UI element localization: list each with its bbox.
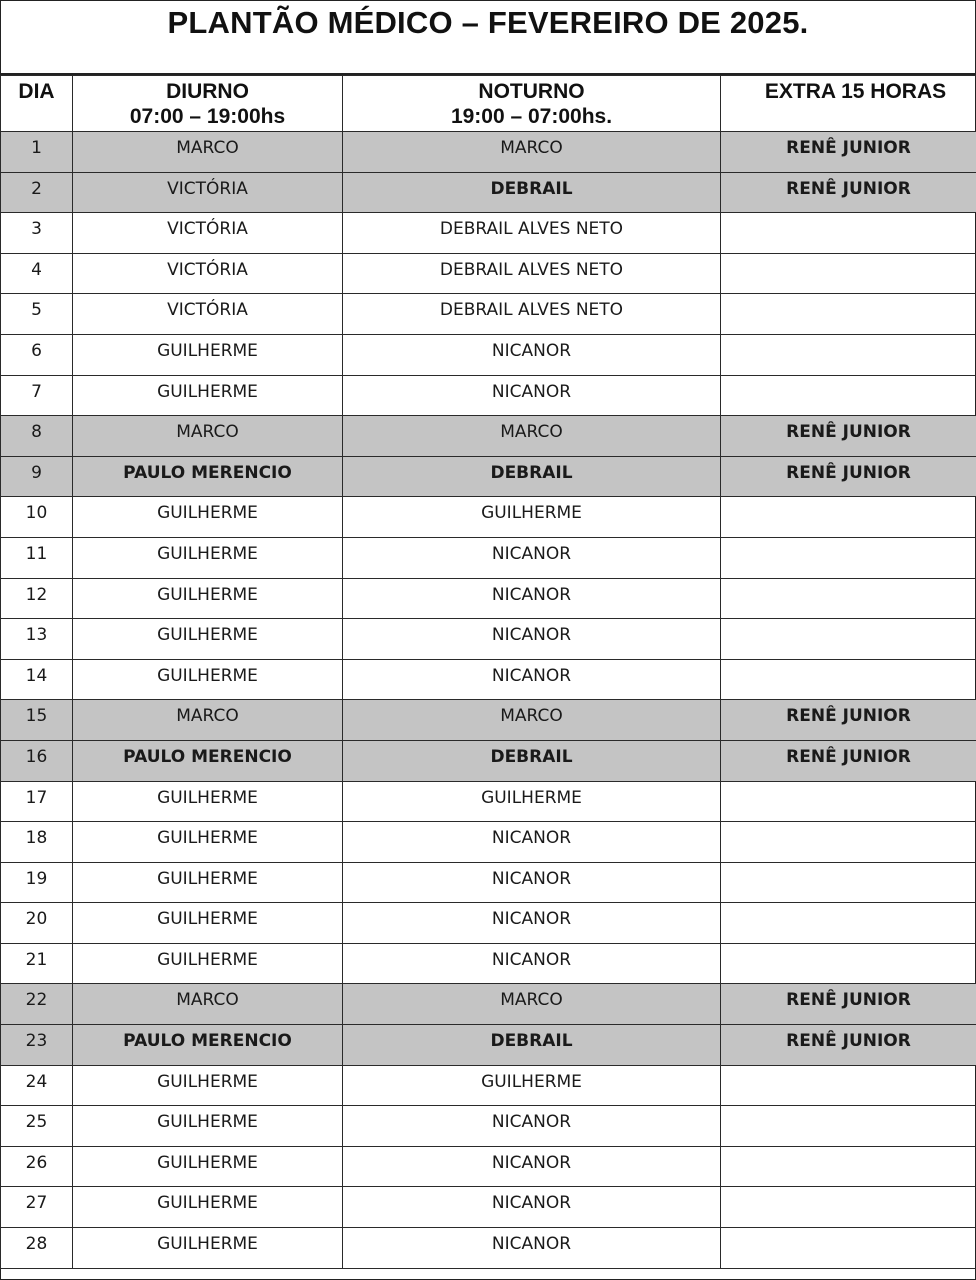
extra-cell: RENÊ JUNIOR	[721, 132, 976, 173]
day-cell: 15	[1, 700, 73, 741]
noturno-cell: GUILHERME	[343, 497, 721, 538]
diurno-cell: GUILHERME	[73, 497, 343, 538]
noturno-cell: NICANOR	[343, 943, 721, 984]
noturno-cell: DEBRAIL ALVES NETO	[343, 213, 721, 254]
diurno-cell: GUILHERME	[73, 822, 343, 863]
extra-cell	[721, 213, 976, 254]
noturno-cell: DEBRAIL ALVES NETO	[343, 253, 721, 294]
diurno-cell: GUILHERME	[73, 659, 343, 700]
table-row	[1, 903, 976, 944]
extra-cell	[721, 294, 976, 335]
table-row	[1, 132, 976, 173]
header-diurno-hours: 07:00 – 19:00hs	[129, 105, 286, 128]
table-row	[1, 334, 976, 375]
noturno-cell: NICANOR	[343, 619, 721, 660]
diurno-cell: GUILHERME	[73, 1106, 343, 1147]
noturno-cell: NICANOR	[343, 1187, 721, 1228]
header-noturno	[343, 76, 721, 132]
day-cell: 11	[1, 537, 73, 578]
table-row	[1, 497, 976, 538]
noturno-cell: NICANOR	[343, 862, 721, 903]
noturno-cell: NICANOR	[343, 903, 721, 944]
day-cell: 7	[1, 375, 73, 416]
header-day	[1, 76, 73, 132]
table-row	[1, 781, 976, 822]
extra-cell	[721, 537, 976, 578]
table-header	[1, 76, 976, 132]
diurno-cell: GUILHERME	[73, 334, 343, 375]
day-cell: 23	[1, 1025, 73, 1066]
table-row	[1, 578, 976, 619]
diurno-cell: MARCO	[73, 984, 343, 1025]
table-row	[1, 1187, 976, 1228]
day-cell: 5	[1, 294, 73, 335]
diurno-cell: VICTÓRIA	[73, 172, 343, 213]
extra-cell: RENÊ JUNIOR	[721, 740, 976, 781]
day-cell: 27	[1, 1187, 73, 1228]
extra-cell	[721, 1228, 976, 1269]
extra-cell	[721, 1065, 976, 1106]
table-row	[1, 1146, 976, 1187]
extra-cell: RENÊ JUNIOR	[721, 984, 976, 1025]
day-cell: 3	[1, 213, 73, 254]
table-row	[1, 700, 976, 741]
diurno-cell: VICTÓRIA	[73, 294, 343, 335]
extra-cell: RENÊ JUNIOR	[721, 172, 976, 213]
diurno-cell: PAULO MERENCIO	[73, 740, 343, 781]
day-cell: 22	[1, 984, 73, 1025]
extra-cell: RENÊ JUNIOR	[721, 416, 976, 457]
noturno-cell: DEBRAIL	[343, 456, 721, 497]
header-extra	[721, 76, 976, 132]
extra-cell	[721, 781, 976, 822]
day-cell: 2	[1, 172, 73, 213]
diurno-cell: GUILHERME	[73, 781, 343, 822]
table-row	[1, 537, 976, 578]
diurno-cell: VICTÓRIA	[73, 253, 343, 294]
extra-cell: RENÊ JUNIOR	[721, 456, 976, 497]
noturno-cell: MARCO	[343, 700, 721, 741]
noturno-cell: GUILHERME	[343, 781, 721, 822]
diurno-cell: GUILHERME	[73, 1187, 343, 1228]
header-noturno-label: NOTURNO	[478, 80, 585, 103]
title-bar	[1, 1, 975, 75]
roster-table	[0, 75, 976, 1269]
table-row	[1, 294, 976, 335]
diurno-cell: GUILHERME	[73, 862, 343, 903]
extra-cell	[721, 822, 976, 863]
extra-cell	[721, 334, 976, 375]
table-row	[1, 943, 976, 984]
noturno-cell: MARCO	[343, 984, 721, 1025]
diurno-cell: GUILHERME	[73, 1146, 343, 1187]
day-cell: 28	[1, 1228, 73, 1269]
day-cell: 16	[1, 740, 73, 781]
noturno-cell: DEBRAIL	[343, 172, 721, 213]
header-noturno-hours: 19:00 – 07:00hs.	[450, 105, 613, 128]
day-cell: 9	[1, 456, 73, 497]
header-day-label: DIA	[18, 80, 55, 103]
diurno-cell: GUILHERME	[73, 1228, 343, 1269]
extra-cell	[721, 862, 976, 903]
extra-cell: RENÊ JUNIOR	[721, 700, 976, 741]
table-row	[1, 253, 976, 294]
day-cell: 13	[1, 619, 73, 660]
extra-cell	[721, 1187, 976, 1228]
table-row	[1, 213, 976, 254]
table-row	[1, 740, 976, 781]
table-row	[1, 1106, 976, 1147]
diurno-cell: GUILHERME	[73, 1065, 343, 1106]
table-row	[1, 1228, 976, 1269]
table-row	[1, 375, 976, 416]
extra-cell	[721, 497, 976, 538]
day-cell: 4	[1, 253, 73, 294]
noturno-cell: NICANOR	[343, 334, 721, 375]
extra-cell	[721, 1146, 976, 1187]
table-row	[1, 172, 976, 213]
noturno-cell: NICANOR	[343, 1106, 721, 1147]
table-row	[1, 619, 976, 660]
extra-cell	[721, 903, 976, 944]
day-cell: 19	[1, 862, 73, 903]
day-cell: 21	[1, 943, 73, 984]
extra-cell	[721, 943, 976, 984]
day-cell: 1	[1, 132, 73, 173]
day-cell: 12	[1, 578, 73, 619]
extra-cell	[721, 578, 976, 619]
header-row	[1, 76, 976, 132]
day-cell: 18	[1, 822, 73, 863]
extra-cell	[721, 619, 976, 660]
noturno-cell: NICANOR	[343, 659, 721, 700]
noturno-cell: DEBRAIL	[343, 1025, 721, 1066]
noturno-cell: NICANOR	[343, 1228, 721, 1269]
page-title: PLANTÃO MÉDICO – FEVEREIRO DE 2025.	[167, 5, 809, 40]
noturno-cell: NICANOR	[343, 375, 721, 416]
day-cell: 24	[1, 1065, 73, 1106]
table-row	[1, 416, 976, 457]
table-row	[1, 456, 976, 497]
table-row	[1, 659, 976, 700]
noturno-cell: NICANOR	[343, 822, 721, 863]
diurno-cell: PAULO MERENCIO	[73, 456, 343, 497]
extra-cell	[721, 253, 976, 294]
day-cell: 10	[1, 497, 73, 538]
noturno-cell: NICANOR	[343, 537, 721, 578]
diurno-cell: VICTÓRIA	[73, 213, 343, 254]
diurno-cell: MARCO	[73, 132, 343, 173]
diurno-cell: GUILHERME	[73, 903, 343, 944]
table-row	[1, 862, 976, 903]
header-extra-label: EXTRA 15 HORAS	[764, 80, 947, 103]
diurno-cell: GUILHERME	[73, 375, 343, 416]
extra-cell: RENÊ JUNIOR	[721, 1025, 976, 1066]
day-cell: 14	[1, 659, 73, 700]
noturno-cell: GUILHERME	[343, 1065, 721, 1106]
noturno-cell: DEBRAIL ALVES NETO	[343, 294, 721, 335]
day-cell: 17	[1, 781, 73, 822]
diurno-cell: PAULO MERENCIO	[73, 1025, 343, 1066]
noturno-cell: MARCO	[343, 132, 721, 173]
extra-cell	[721, 1106, 976, 1147]
noturno-cell: NICANOR	[343, 578, 721, 619]
diurno-cell: MARCO	[73, 700, 343, 741]
diurno-cell: GUILHERME	[73, 943, 343, 984]
table-row	[1, 1025, 976, 1066]
noturno-cell: NICANOR	[343, 1146, 721, 1187]
diurno-cell: GUILHERME	[73, 619, 343, 660]
day-cell: 8	[1, 416, 73, 457]
diurno-cell: GUILHERME	[73, 578, 343, 619]
header-diurno	[73, 76, 343, 132]
noturno-cell: MARCO	[343, 416, 721, 457]
day-cell: 26	[1, 1146, 73, 1187]
day-cell: 25	[1, 1106, 73, 1147]
extra-cell	[721, 659, 976, 700]
day-cell: 20	[1, 903, 73, 944]
table-row	[1, 1065, 976, 1106]
table-body	[1, 132, 976, 1269]
diurno-cell: MARCO	[73, 416, 343, 457]
day-cell: 6	[1, 334, 73, 375]
header-diurno-label: DIURNO	[166, 80, 249, 103]
noturno-cell: DEBRAIL	[343, 740, 721, 781]
extra-cell	[721, 375, 976, 416]
diurno-cell: GUILHERME	[73, 537, 343, 578]
table-row	[1, 984, 976, 1025]
table-row	[1, 822, 976, 863]
